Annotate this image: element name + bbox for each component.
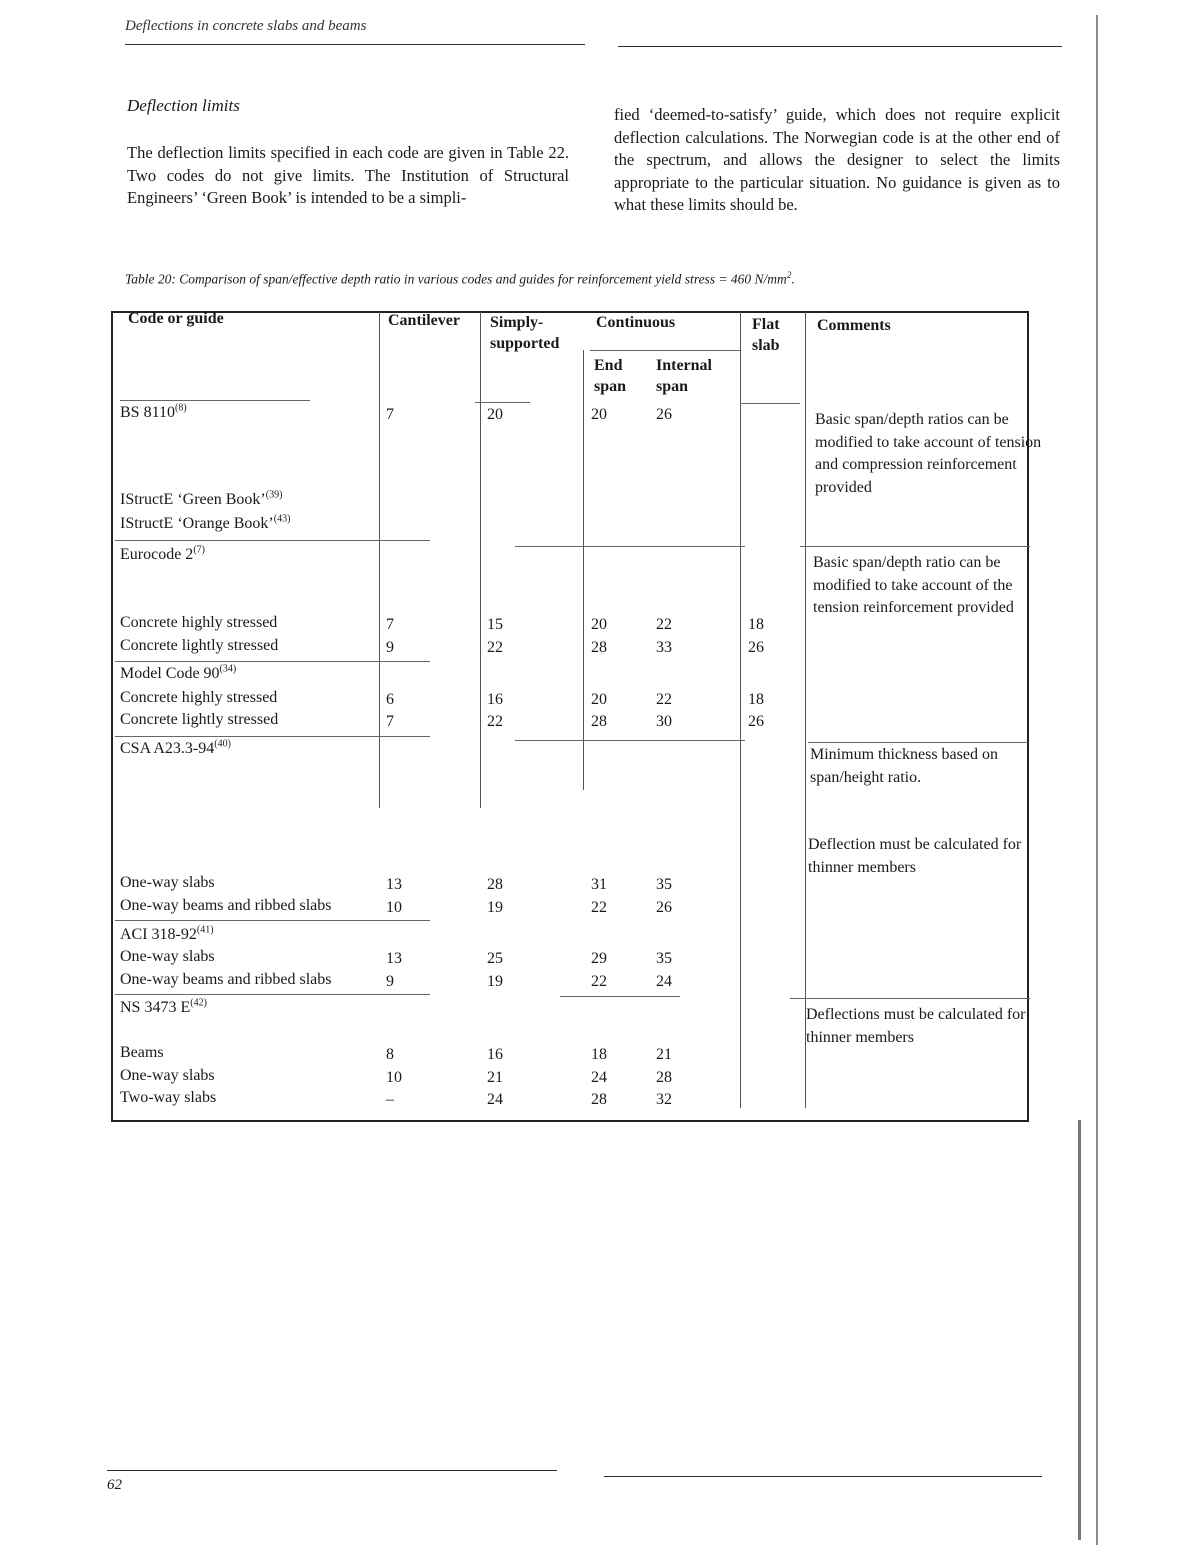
row-comment: Deflections must be calculated for thinner members [806, 1006, 1026, 1046]
cell-internal: 35 [656, 876, 672, 893]
header-code-or-guide: Code or guide [128, 310, 224, 327]
header-bottom-rule [120, 400, 310, 401]
reference-superscript: (40) [214, 738, 231, 750]
cell-simply: 22 [487, 639, 503, 656]
page-number: 62 [107, 1477, 122, 1493]
row-label-text: Concrete lightly stressed [120, 711, 279, 728]
cell-simply: 15 [487, 616, 503, 633]
header-rule-right [618, 46, 1062, 47]
footer-rule-left [107, 1470, 557, 1471]
row-label [120, 1067, 215, 1085]
cell-end: 22 [591, 899, 607, 916]
cell-end: 28 [591, 713, 607, 730]
cell-cantilever: – [386, 1091, 394, 1108]
cell-simply: 24 [487, 1091, 503, 1108]
cell-cantilever: 7 [386, 616, 394, 633]
row-label [120, 404, 187, 422]
group-divider [560, 996, 680, 997]
cell-flat: 18 [748, 691, 764, 708]
row-label [120, 665, 236, 683]
row-label [120, 999, 207, 1017]
running-head: Deflections in concrete slabs and beams [125, 18, 367, 34]
cell-internal: 24 [656, 973, 672, 990]
cell-internal: 21 [656, 1046, 672, 1063]
cell-simply: 25 [487, 950, 503, 967]
row-label [120, 546, 205, 564]
cell-end: 29 [591, 950, 607, 967]
row-label-text: Model Code 90 [120, 665, 220, 682]
scan-edge-shadow-lower [1078, 1120, 1081, 1540]
cell-cantilever: 6 [386, 691, 394, 708]
header-comments: Comments [817, 317, 891, 334]
row-label [120, 740, 231, 758]
row-label [120, 874, 215, 892]
cell-flat: 26 [748, 639, 764, 656]
cell-end: 20 [591, 691, 607, 708]
cell-simply: 21 [487, 1069, 503, 1086]
cell-end: 28 [591, 639, 607, 656]
cell-internal: 32 [656, 1091, 672, 1108]
row-label-text: Concrete highly stressed [120, 614, 278, 631]
row-label-text: Eurocode 2 [120, 546, 194, 563]
reference-superscript: (41) [196, 924, 214, 936]
row-label-text: One-way beams and ribbed slabs [120, 897, 332, 914]
group-divider [515, 546, 745, 547]
cell-simply: 20 [487, 406, 503, 423]
cell-internal: 26 [656, 899, 672, 916]
header-continuous: Continuous [596, 314, 676, 331]
row-comment: Basic span/depth ratios can be modified to take account of tension and compression reinforcement provided [815, 411, 1042, 496]
row-comment: Basic span/depth ratio can be modified to take account of the tension reinforcement provided [813, 554, 1014, 616]
row-label-text: BS 8110 [120, 404, 175, 421]
group-divider [515, 740, 745, 741]
table-column-divider [805, 312, 806, 1108]
reference-superscript: (39) [265, 489, 283, 501]
row-label [120, 689, 277, 707]
comment-divider [800, 546, 1030, 547]
row-label-text: One-way slabs [120, 1067, 215, 1084]
header-continuous-rule [590, 350, 740, 351]
row-label-text: ACI 318-92 [120, 926, 197, 943]
cell-end: 22 [591, 973, 607, 990]
cell-flat: 18 [748, 616, 764, 633]
cell-internal: 33 [656, 639, 672, 656]
table-caption-superscript: 2 [786, 270, 792, 280]
row-label [120, 711, 278, 729]
cell-simply: 22 [487, 713, 503, 730]
row-label [120, 897, 332, 915]
cell-internal: 28 [656, 1069, 672, 1086]
footer-rule-right [604, 1476, 1042, 1477]
row-label-text: Concrete lightly stressed [120, 637, 279, 654]
group-divider [115, 994, 430, 995]
scan-edge-shadow [1096, 15, 1098, 1545]
table-caption [125, 270, 1025, 288]
group-divider [115, 661, 430, 662]
cell-internal: 22 [656, 691, 672, 708]
cell-simply: 19 [487, 973, 503, 990]
table-column-divider [740, 312, 741, 1108]
row-label-text: One-way slabs [120, 874, 215, 891]
group-divider [115, 540, 430, 541]
row-label-text: One-way slabs [120, 948, 215, 965]
cell-simply: 16 [487, 691, 503, 708]
cell-cantilever: 8 [386, 1046, 394, 1063]
header-rule-left [125, 44, 585, 45]
header-bottom-rule [475, 402, 530, 403]
row-label [120, 1044, 164, 1062]
body-paragraph-left: The deflection limits specified in each code are given in Table 22. Two codes do not give limits. The Institution of Structural Engineers’ ‘Green Book’ is intended to be a simpli- [127, 143, 569, 207]
cell-simply: 28 [487, 876, 503, 893]
reference-superscript: (42) [190, 997, 207, 1009]
row-label-text: Concrete highly stressed [120, 689, 278, 706]
reference-superscript: (34) [219, 663, 237, 675]
cell-internal: 26 [656, 406, 672, 423]
reference-superscript: (43) [273, 513, 291, 525]
row-label [120, 491, 282, 509]
row-comment: Minimum thickness based on span/height ratio. [810, 746, 998, 786]
header-end-span: End span [594, 357, 627, 395]
cell-internal: 22 [656, 616, 672, 633]
row-label [120, 971, 332, 989]
cell-cantilever: 9 [386, 973, 394, 990]
table-column-divider [379, 312, 380, 808]
cell-internal: 35 [656, 950, 672, 967]
cell-end: 31 [591, 876, 607, 893]
body-paragraph-right: fied ‘deemed-to-satisfy’ guide, which does not require explicit deflection calculations. The Norwegian code is at the other end of the spectrum, and allows the designer to select the limits appropriate to the particular situation. No guidance is given as to what these limits should be. [614, 105, 1060, 214]
row-label [120, 614, 277, 632]
row-label-text: CSA A23.3-94 [120, 740, 215, 757]
table-column-divider [583, 350, 584, 790]
header-cantilever: Cantilever [388, 312, 460, 329]
cell-cantilever: 7 [386, 406, 394, 423]
cell-end: 20 [591, 406, 607, 423]
cell-end: 28 [591, 1091, 607, 1108]
cell-flat: 26 [748, 713, 764, 730]
group-divider [115, 736, 430, 737]
cell-simply: 16 [487, 1046, 503, 1063]
cell-cantilever: 13 [386, 876, 402, 893]
cell-end: 24 [591, 1069, 607, 1086]
row-label [120, 637, 278, 655]
cell-simply: 19 [487, 899, 503, 916]
row-label-text: IStructE ‘Orange Book’ [120, 515, 274, 532]
group-divider [115, 920, 430, 921]
row-label-text: One-way beams and ribbed slabs [120, 971, 332, 988]
row-label-text: NS 3473 E [120, 999, 191, 1016]
cell-cantilever: 10 [386, 1069, 402, 1086]
comment-divider [790, 998, 1030, 999]
cell-cantilever: 13 [386, 950, 402, 967]
row-label [120, 515, 290, 533]
row-label-text: Beams [120, 1044, 164, 1061]
header-internal-span: Internal span [656, 357, 712, 395]
cell-internal: 30 [656, 713, 672, 730]
row-label [120, 926, 214, 944]
comment-divider [808, 742, 1028, 743]
header-simply-supported: Simply-supported [490, 314, 560, 352]
header-flat-slab: Flat slab [752, 316, 780, 354]
section-heading: Deflection limits [127, 96, 240, 115]
header-bottom-rule [740, 403, 800, 404]
cell-cantilever: 7 [386, 713, 394, 730]
row-label-text: Two-way slabs [120, 1089, 217, 1106]
cell-cantilever: 9 [386, 639, 394, 656]
table-caption-text: Table 20: Comparison of span/effective depth ratio in various codes and guides for reinforcement yield stress = 460 N/mm [125, 271, 787, 287]
row-label [120, 1089, 216, 1107]
table-caption-end: . [791, 271, 795, 287]
row-label-text: IStructE ‘Green Book’ [120, 491, 266, 508]
row-label [120, 948, 215, 966]
cell-end: 18 [591, 1046, 607, 1063]
reference-superscript: (7) [193, 544, 205, 556]
cell-end: 20 [591, 616, 607, 633]
cell-cantilever: 10 [386, 899, 402, 916]
reference-superscript: (8) [174, 402, 187, 414]
table-column-divider [480, 312, 481, 808]
row-comment: Deflection must be calculated for thinner members [808, 836, 1022, 876]
